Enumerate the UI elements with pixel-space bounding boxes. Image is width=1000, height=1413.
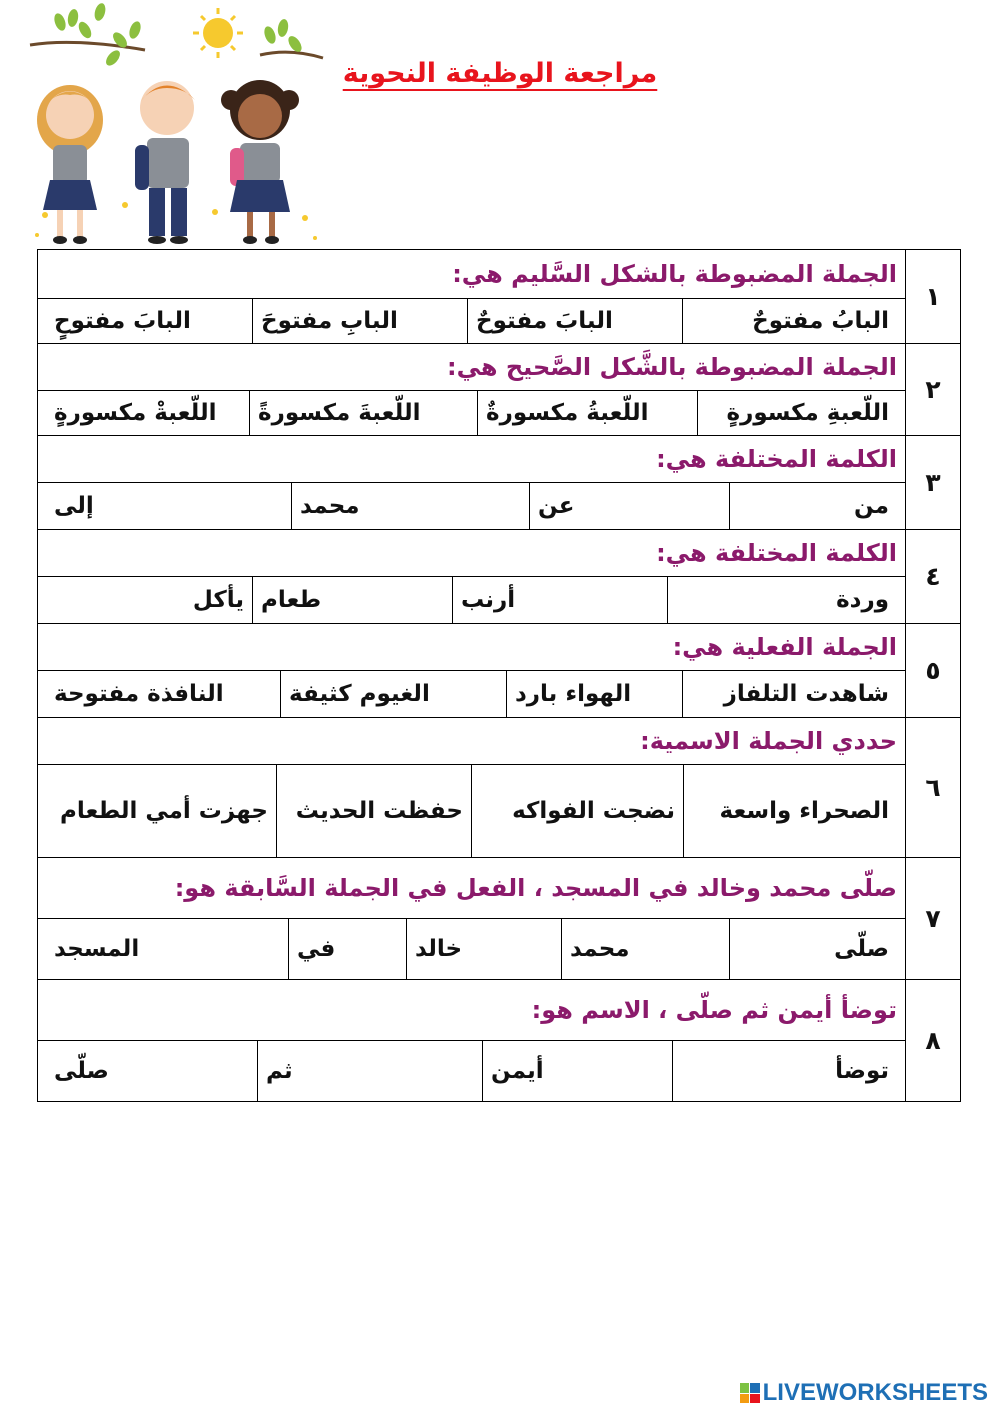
question-text: صلّى محمد وخالد في المسجد ، الفعل في الجملة السَّابقة هو: <box>38 858 906 919</box>
options-cell <box>38 1041 906 1102</box>
answer-option[interactable]: محمد <box>561 919 729 979</box>
question-row <box>38 250 961 299</box>
question-row <box>38 858 961 919</box>
answer-option[interactable]: من <box>729 483 897 529</box>
answer-option[interactable]: أيمن <box>482 1041 672 1101</box>
options-cell <box>38 765 906 858</box>
question-row <box>38 624 961 671</box>
question-number: ٧ <box>906 858 961 980</box>
answer-option[interactable]: محمد <box>291 483 529 529</box>
page-title: مراجعة الوظيفة النحوية <box>342 58 658 89</box>
sun-icon <box>193 8 243 58</box>
branch-right-icon <box>260 18 323 58</box>
logo-icon <box>740 1383 760 1403</box>
answer-option[interactable]: وردة <box>667 577 897 623</box>
question-row <box>38 344 961 391</box>
options-cell <box>38 577 906 624</box>
girl-left-icon <box>37 85 103 244</box>
options-row <box>38 391 961 436</box>
girl-right-icon <box>221 80 299 244</box>
options-row <box>38 483 961 530</box>
question-text: الكلمة المختلفة هي: <box>38 436 906 483</box>
answer-option[interactable]: يأكل <box>192 587 244 613</box>
options-row <box>38 919 961 980</box>
worksheet-table <box>37 249 961 1102</box>
answer-option[interactable]: إلى <box>54 493 94 519</box>
answer-option[interactable]: جهزت أمي الطعام <box>60 798 268 824</box>
question-number: ٤ <box>906 530 961 624</box>
question-row <box>38 530 961 577</box>
answer-option[interactable]: حفظت الحديث <box>276 765 471 857</box>
answer-option[interactable]: البابَ مفتوحٍ <box>54 308 191 334</box>
answer-option[interactable]: في <box>288 919 406 979</box>
question-number: ١ <box>906 250 961 344</box>
answer-option[interactable]: خالد <box>406 919 561 979</box>
answer-option[interactable]: اللّعبةُ مكسورةٌ <box>477 391 697 435</box>
question-text: الجملة المضبوطة بالشَّكل الصَّحيح هي: <box>38 344 906 391</box>
answer-option[interactable]: اللّعبةِ مكسورةٍ <box>697 391 897 435</box>
question-number: ٣ <box>906 436 961 530</box>
answer-option[interactable]: أرنب <box>452 577 667 623</box>
options-row <box>38 299 961 344</box>
answer-option[interactable]: البابَ مفتوحٌ <box>467 299 682 343</box>
answer-option[interactable]: نضجت الفواكه <box>471 765 683 857</box>
options-row <box>38 1041 961 1102</box>
answer-option[interactable]: صلّى <box>54 1058 109 1084</box>
question-text: حددي الجملة الاسمية: <box>38 718 906 765</box>
liveworksheets-logo <box>740 1379 988 1407</box>
options-cell <box>38 391 906 436</box>
answer-option[interactable]: صلّى <box>729 919 897 979</box>
answer-option[interactable]: الهواء بارد <box>506 671 682 717</box>
answer-option[interactable]: طعام <box>252 577 452 623</box>
children-illustration <box>25 0 325 250</box>
answer-option[interactable]: عن <box>529 483 729 529</box>
answer-option[interactable]: ثم <box>257 1041 482 1101</box>
answer-option[interactable]: النافذة مفتوحة <box>54 681 224 707</box>
options-cell <box>38 919 906 980</box>
question-row <box>38 436 961 483</box>
question-text: الجملة الفعلية هي: <box>38 624 906 671</box>
question-text: الجملة المضبوطة بالشكل السَّليم هي: <box>38 250 906 299</box>
question-row <box>38 980 961 1041</box>
question-number: ٥ <box>906 624 961 718</box>
options-cell <box>38 299 906 344</box>
branch-left-icon <box>30 2 145 68</box>
options-row <box>38 671 961 718</box>
question-text: توضأ أيمن ثم صلّى ، الاسم هو: <box>38 980 906 1041</box>
boy-icon <box>135 81 195 244</box>
question-text: الكلمة المختلفة هي: <box>38 530 906 577</box>
options-row <box>38 765 961 858</box>
question-number: ٦ <box>906 718 961 858</box>
logo-text: LIVEWORKSHEETS <box>762 1379 988 1406</box>
answer-option[interactable]: شاهدت التلفاز <box>682 671 897 717</box>
question-row <box>38 718 961 765</box>
options-row <box>38 577 961 624</box>
answer-option[interactable]: الصحراء واسعة <box>683 765 897 857</box>
answer-option[interactable]: البابُ مفتوحٌ <box>682 299 897 343</box>
answer-option[interactable]: البابِ مفتوحَ <box>252 299 467 343</box>
answer-option[interactable]: المسجد <box>54 936 140 962</box>
answer-option[interactable]: الغيوم كثيفة <box>280 671 506 717</box>
question-number: ٢ <box>906 344 961 436</box>
options-cell <box>38 671 906 718</box>
answer-option[interactable]: اللّعبةْ مكسورةٍ <box>54 400 217 426</box>
options-cell <box>38 483 906 530</box>
answer-option[interactable]: توضأ <box>672 1041 897 1101</box>
question-number: ٨ <box>906 980 961 1102</box>
answer-option[interactable]: اللّعبةَ مكسورةً <box>249 391 477 435</box>
